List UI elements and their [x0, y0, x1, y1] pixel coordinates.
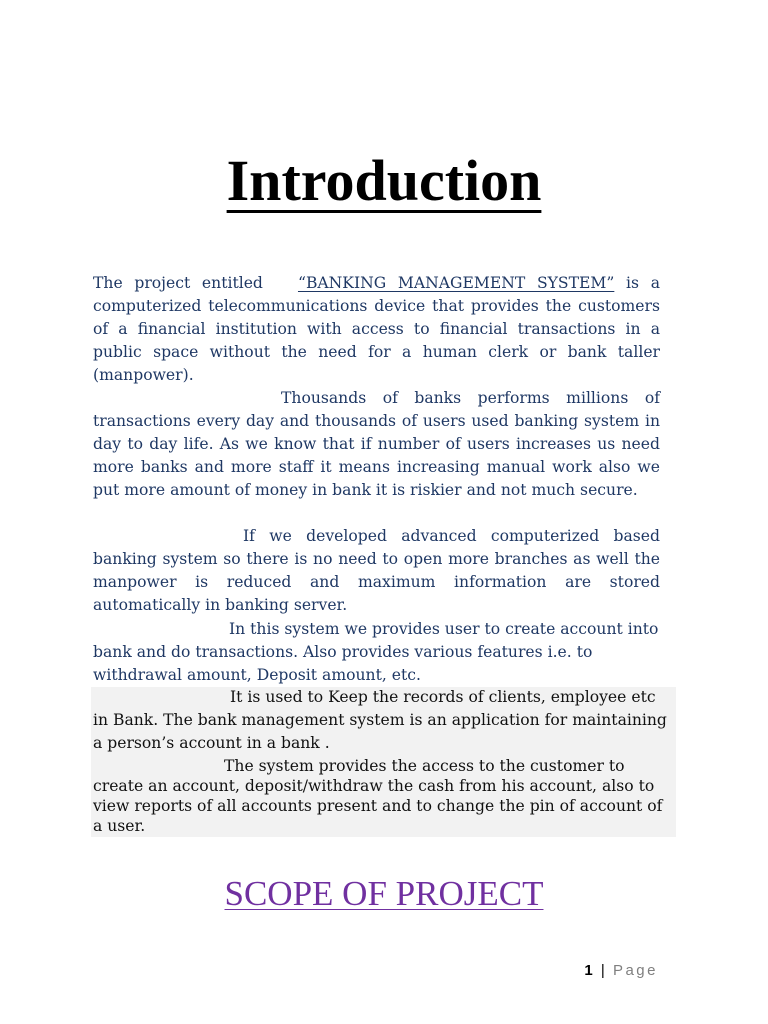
page-title-text: Introduction — [226, 148, 542, 213]
paragraph-records — [93, 686, 674, 755]
scope-heading-text: SCOPE OF PROJECT — [224, 874, 544, 913]
paragraph-access-text: The system provides the access to the customer to create an account, deposit/withdraw the cash from his account, also to view reports of all accounts present and to change the pin of account of a user. — [93, 757, 663, 835]
intro-rest: is a computerized telecommunications device that provides the customers of a financial institution with access to financial transactions in a public space without the need for a human clerk or bank taller (manpower). — [93, 274, 660, 384]
footer-separator: | — [600, 962, 605, 979]
paragraph-records-text: It is used to Keep the records of clients, employee etc in Bank. The bank management system is an application for maintaining a person’s account in a bank . — [93, 688, 667, 752]
paragraph-computerized-text: If we developed advanced computerized based banking system so there is no need to open more branches as well the manpower is reduced and maximum information are stored automatically in banking server. — [93, 527, 660, 614]
page-footer — [584, 960, 658, 982]
intro-lead: The project entitled — [93, 274, 263, 292]
paragraph-access — [93, 756, 674, 836]
scope-heading — [0, 872, 768, 916]
paragraph-system-text: In this system we provides user to create account into bank and do transactions. Also provides various features i.e. to withdrawal amount, Deposit amount, etc. — [93, 620, 659, 684]
project-name: “BANKING MANAGEMENT SYSTEM” — [297, 274, 615, 292]
page-title — [0, 148, 768, 214]
page-label: Page — [612, 962, 658, 979]
paragraph-banks — [93, 387, 660, 502]
paragraph-computerized — [93, 525, 660, 617]
page-number: 1 — [584, 962, 593, 979]
paragraph-banks-text: Thousands of banks performs millions of transactions every day and thousands of users used banking system in day to day life. As we know that if number of users increases us need more banks and more staff it means increasing manual work also we put more amount of money in bank it is riskier and not much secure. — [93, 389, 660, 499]
paragraph-system — [93, 618, 674, 687]
intro-paragraph — [93, 272, 660, 387]
